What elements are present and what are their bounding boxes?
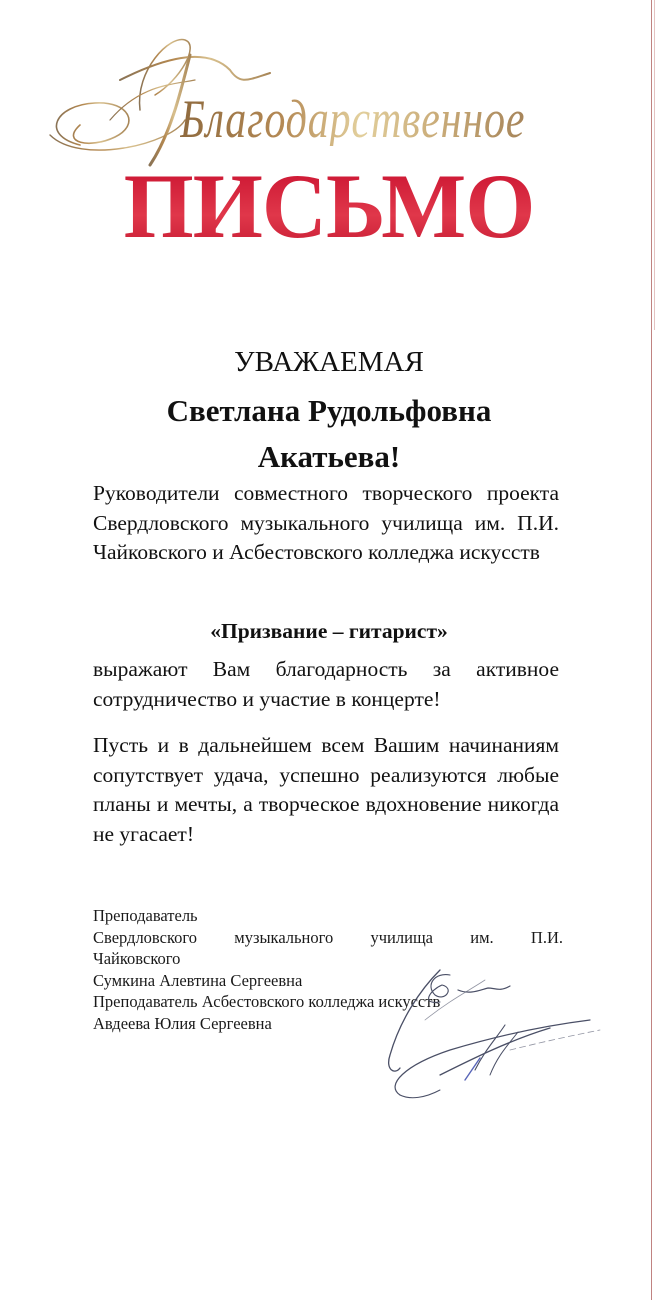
salutation: УВАЖАЕМАЯ xyxy=(234,346,424,378)
script-title: Благодарственное xyxy=(180,89,526,149)
main-title: ПИСЬМО xyxy=(7,160,652,252)
signer-2-title: Преподаватель Асбестовского колледжа искусств xyxy=(93,992,441,1011)
signer-2-name: Авдеева Юлия Сергеевна xyxy=(93,1013,272,1033)
paragraph-organizers: Руководители совместного творческого проекта Свердловского музыкального училища им. П.И. Чайковского и Асбестовского колледжа искусств xyxy=(93,481,559,564)
signer-1-institution-cont: Чайковского xyxy=(93,949,181,968)
signer-1-title: Преподаватель xyxy=(93,906,198,925)
paragraph-wishes: Пусть и в дальнейшем всем Вашим начинаниям сопутствует удача, успешно реализуются любые планы и мечты, а творческое вдохновение никогда не угасает! xyxy=(93,733,559,846)
paragraph-gratitude: выражают Вам благодарность за активное сотрудничество и участие в концерте! xyxy=(93,657,559,711)
recipient-name xyxy=(0,388,658,480)
page-edge-border-inner xyxy=(654,0,655,330)
signer-1-institution: Свердловского музыкального училища им. П.И. xyxy=(93,927,563,947)
signature-block xyxy=(93,905,563,1034)
recipient-name-line-2: Акатьева! xyxy=(257,439,401,474)
recipient-name-line-1: Светлана Рудольфовна xyxy=(166,393,492,428)
project-name: «Призвание – гитарист» xyxy=(210,619,448,643)
signer-1-name: Сумкина Алевтина Сергеевна xyxy=(93,970,303,990)
